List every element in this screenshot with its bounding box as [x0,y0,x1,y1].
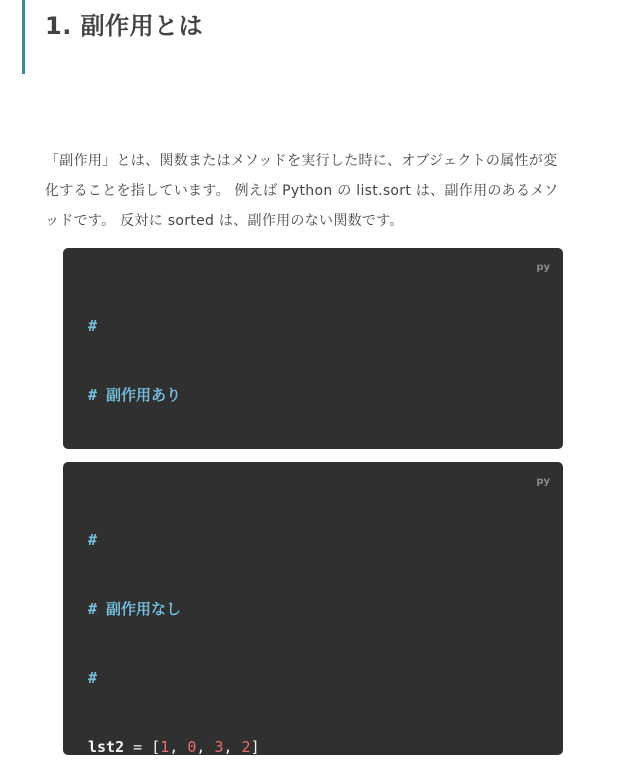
code-comment: # [88,317,98,335]
code-comment: # 副作用なし [88,600,182,618]
code-number: 0 [187,738,197,755]
code-content[interactable] [88,269,534,449]
language-label: py [536,476,550,487]
code-separator: , [196,738,215,755]
code-number: 3 [214,738,224,755]
paragraph-line: 「副作用」とは、関数またはメソッドを実行した時に、オブジェクトの属性が変 [45,153,558,169]
code-operator: = [ [124,738,161,755]
code-line-assignment [88,736,563,755]
code-comment: # 副作用あり [88,386,182,404]
code-number: 2 [241,738,251,755]
paragraph-line: 化することを指しています。 例えば Python の list.sort は、副作用のあるメソ [45,183,559,199]
code-bracket: ] [250,738,260,755]
paragraph-line: ッドです。 反対に sorted は、副作用のない関数です。 [45,213,404,229]
code-number: 1 [160,738,170,755]
code-comment: # [88,531,98,549]
code-separator: , [169,738,188,755]
code-comment: # [88,669,98,687]
heading-accent-bar [22,0,25,74]
intro-paragraph [45,146,593,236]
code-variable: lst2 [88,738,125,755]
language-label: py [536,262,550,273]
code-block-side-effect[interactable] [63,248,563,449]
code-separator: , [223,738,242,755]
code-content[interactable] [88,483,563,755]
code-block-no-side-effect[interactable] [63,462,563,755]
section-heading [0,0,600,74]
heading-title: 1. 副作用とは [45,12,204,40]
